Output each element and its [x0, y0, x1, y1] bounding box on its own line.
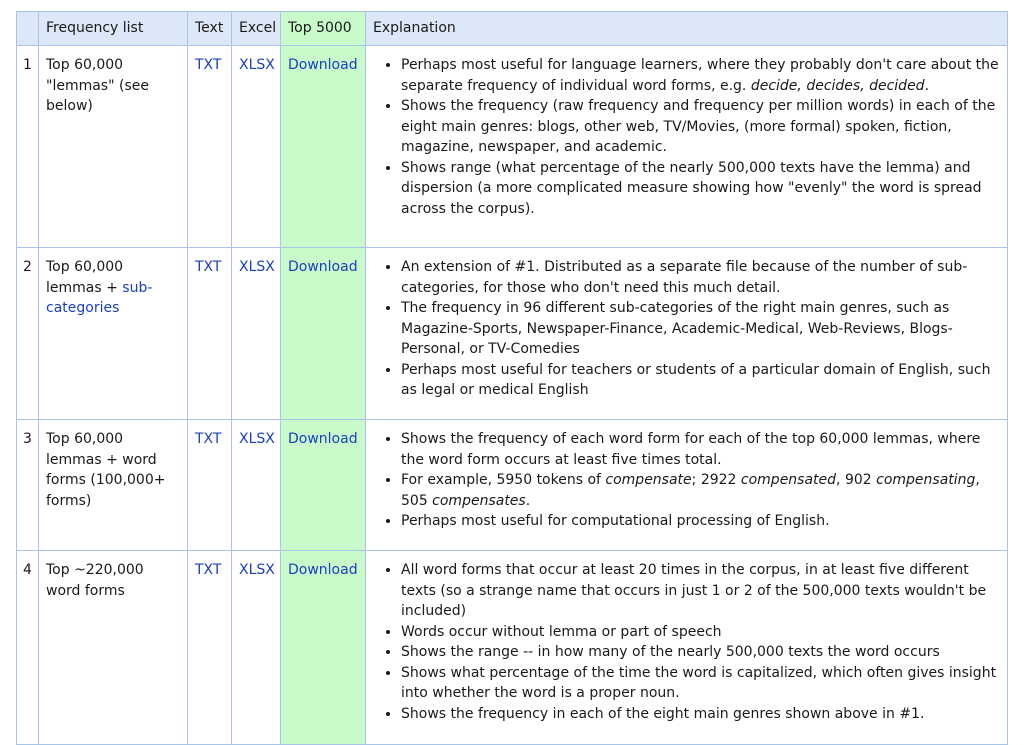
explanation-list — [373, 257, 1000, 401]
list-item: • An extension of #1. Distributed as a separate file because of the number of sub-categories, for those who don't need this much detail. — [401, 257, 1000, 298]
header-explanation: Explanation — [366, 12, 1008, 46]
explanation-cell — [366, 46, 1008, 248]
list-name-text: Top 60,000 lemmas + — [46, 259, 124, 296]
header-frequency-list: Frequency list — [39, 12, 188, 46]
row-number: 4 — [17, 551, 39, 745]
table-row — [17, 420, 1008, 551]
header-top-5000: Top 5000 — [281, 12, 366, 46]
xlsx-link[interactable]: XLSX — [239, 562, 275, 578]
txt-link[interactable]: TXT — [195, 562, 222, 578]
bullet-example: compensating — [876, 472, 976, 488]
list-item: • Shows the frequency of each word form for each of the top 60,000 lemmas, where the word form occurs at least five times total. — [401, 429, 1000, 470]
table-row — [17, 248, 1008, 420]
list-item: • Shows the frequency in each of the eight main genres shown above in #1. — [401, 704, 1000, 725]
bullet-text: , 902 — [836, 472, 877, 488]
frequency-list-name: Top 60,000 lemmas + word forms (100,000+ forms) — [39, 420, 188, 551]
frequency-list-table — [16, 11, 1008, 745]
table-row — [17, 551, 1008, 745]
list-item: • The frequency in 96 different sub-categories of the right main genres, such as Magazine-Sports, Newspaper-Finance, Academic-Medical, Web-Reviews, Blogs-Personal, or TV-Comedies — [401, 298, 1000, 360]
bullet-text: ; 2922 — [691, 472, 741, 488]
top5000-download-link[interactable]: Download — [288, 562, 358, 578]
list-item: • Words occur without lemma or part of speech — [401, 622, 1000, 643]
bullet-example: decide, decides, decided — [750, 77, 925, 94]
xlsx-link[interactable]: XLSX — [239, 259, 275, 275]
list-item — [401, 470, 1000, 511]
bullet-example: compensated — [740, 472, 837, 488]
bullet-text: For example, 5950 tokens of — [401, 472, 606, 488]
list-item: • Shows the frequency (raw frequency and frequency per million words) in each of the eight main genres: blogs, other web, TV/Movies, (more formal) spoken, fiction, magazine, newspaper, and academic. — [401, 96, 1000, 158]
txt-link[interactable]: TXT — [195, 57, 222, 73]
list-item: • All word forms that occur at least 20 times in the corpus, in at least five different texts (so a strange name that occurs in just 1 or 2 of the 500,000 texts wouldn't be included) — [401, 560, 1000, 622]
frequency-list-name: Top 60,000 "lemmas" (see below) — [39, 46, 188, 248]
explanation-cell — [366, 420, 1008, 551]
top5000-download-link[interactable]: Download — [288, 259, 358, 275]
xlsx-link[interactable]: XLSX — [239, 57, 275, 73]
header-excel: Excel — [232, 12, 281, 46]
txt-link[interactable]: TXT — [195, 259, 222, 275]
row-number: 1 — [17, 46, 39, 248]
sub-categories-link[interactable]: sub-categories — [46, 279, 153, 316]
bullet-text: Perhaps most useful for language learners, where they probably don't care about the separate frequency of individual word forms, e.g. — [401, 57, 999, 94]
top5000-download-link[interactable]: Download — [288, 57, 358, 73]
bullet-text: . — [924, 77, 930, 94]
bullet-example: compensates — [432, 492, 526, 509]
header-text: Text — [188, 12, 232, 46]
explanation-list — [373, 429, 1000, 532]
explanation-list — [373, 560, 1000, 724]
frequency-list-name — [39, 248, 188, 420]
list-item: • Shows range (what percentage of the nearly 500,000 texts have the lemma) and dispersion (a more complicated measure showing how "evenly" the word is spread across the corpus). — [401, 158, 1000, 220]
list-item — [401, 55, 1000, 96]
table-row — [17, 46, 1008, 248]
xlsx-link[interactable]: XLSX — [239, 431, 275, 447]
list-item: • Shows what percentage of the time the word is capitalized, which often gives insight into whether the word is a proper noun. — [401, 663, 1000, 704]
top5000-download-link[interactable]: Download — [288, 431, 358, 447]
row-number: 2 — [17, 248, 39, 420]
header-number — [17, 12, 39, 46]
bullet-example: compensate — [605, 472, 692, 488]
table-header-row — [17, 12, 1008, 46]
txt-link[interactable]: TXT — [195, 431, 222, 447]
list-item: • Perhaps most useful for teachers or students of a particular domain of English, such as legal or medical English — [401, 360, 1000, 401]
bullet-text: . — [525, 492, 531, 509]
list-item: • Shows the range -- in how many of the nearly 500,000 texts the word occurs — [401, 642, 1000, 663]
frequency-list-name: Top ~220,000 word forms — [39, 551, 188, 745]
explanation-list — [373, 55, 1000, 219]
list-item: • Perhaps most useful for computational processing of English. — [401, 511, 1000, 532]
row-number: 3 — [17, 420, 39, 551]
explanation-cell — [366, 248, 1008, 420]
explanation-cell — [366, 551, 1008, 745]
bullet-text: , 505 — [401, 472, 980, 509]
